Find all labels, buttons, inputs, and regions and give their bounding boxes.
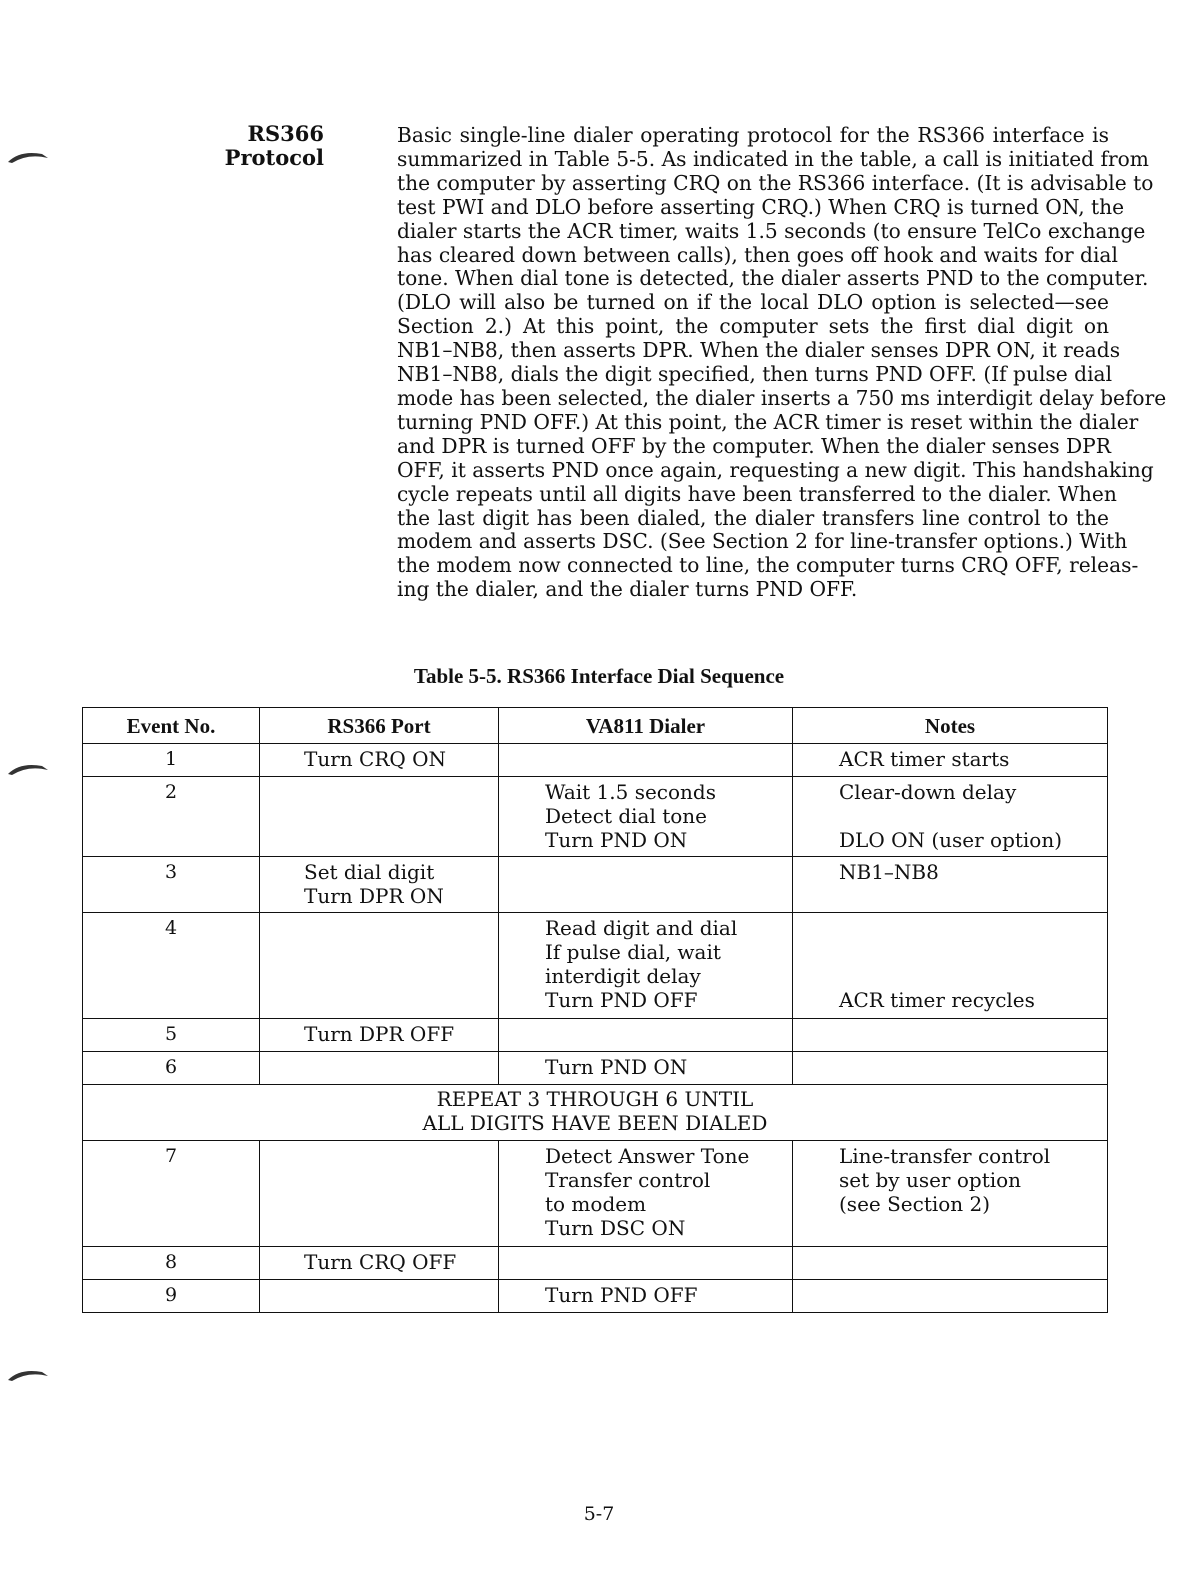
- body-text-line: Section 2.) At this point, the computer sets the first dial digit on: [397, 314, 1109, 339]
- body-text-line: the modem now connected to line, the computer turns CRQ OFF, releas-: [397, 553, 1139, 578]
- event-number: 9: [83, 1280, 260, 1313]
- dialer-cell-line: Turn PND ON: [545, 1055, 688, 1079]
- page-number: 5-7: [583, 1503, 615, 1525]
- dialer-cell: [499, 913, 793, 1019]
- section-body: [397, 123, 1167, 602]
- rs366-port-cell-line: Set dial digit: [304, 860, 435, 884]
- event-number: 6: [83, 1052, 260, 1085]
- binder-mark: [6, 150, 50, 164]
- dialer-cell-line: Turn PND ON: [545, 828, 688, 852]
- table-header-row: [83, 708, 1108, 744]
- body-text-line: the computer by asserting CRQ on the RS366 interface. (It is advisable to: [397, 170, 1154, 195]
- notes-cell: [793, 1280, 1108, 1313]
- body-text-line: cycle repeats until all digits have been transferred to the dialer. When: [397, 481, 1117, 506]
- notes-cell: [793, 1019, 1108, 1052]
- body-text-line: dialer starts the ACR timer, waits 1.5 seconds (to ensure TelCo exchange: [397, 218, 1146, 243]
- rs366-port-cell-line: Turn DPR ON: [304, 884, 444, 908]
- rs366-port-cell: [260, 857, 499, 913]
- header-va811-dialer: VA811 Dialer: [499, 708, 793, 744]
- dialer-cell: [499, 1247, 793, 1280]
- table-row: [83, 1141, 1108, 1247]
- body-text-line: NB1–NB8, then asserts DPR. When the dialer senses DPR ON, it reads: [397, 338, 1121, 363]
- event-number: 8: [83, 1247, 260, 1280]
- notes-cell: [793, 1141, 1108, 1247]
- repeat-note-line: REPEAT 3 THROUGH 6 UNTIL: [436, 1087, 754, 1111]
- notes-cell: [793, 777, 1108, 857]
- rs366-port-cell: [260, 744, 499, 777]
- notes-cell-line: [839, 964, 1107, 988]
- dialer-cell-line: Wait 1.5 seconds: [545, 780, 716, 804]
- section-heading-line: Protocol: [224, 145, 324, 170]
- rs366-port-cell: [260, 1052, 499, 1085]
- dialer-cell-line: interdigit delay: [545, 964, 701, 988]
- event-number: 1: [83, 744, 260, 777]
- body-text-line: NB1–NB8, dials the digit specified, then turns PND OFF. (If pulse dial: [397, 362, 1113, 387]
- body-text-line: (DLO will also be turned on if the local DLO option is selected—see: [397, 290, 1109, 315]
- table-row: [83, 1247, 1108, 1280]
- dialer-cell-line: Turn PND OFF: [545, 1283, 698, 1307]
- notes-cell: [793, 857, 1108, 913]
- repeat-row: [83, 1085, 1108, 1141]
- dialer-cell: [499, 1052, 793, 1085]
- body-text-line: ing the dialer, and the dialer turns PND OFF.: [397, 577, 858, 602]
- rs366-port-cell: [260, 1280, 499, 1313]
- event-number: 5: [83, 1019, 260, 1052]
- table-caption: Table 5-5. RS366 Interface Dial Sequence: [413, 664, 785, 688]
- rs366-port-cell-line: Turn CRQ ON: [304, 747, 447, 771]
- notes-cell: [793, 1247, 1108, 1280]
- event-number: 7: [83, 1141, 260, 1247]
- rs366-port-cell: [260, 913, 499, 1019]
- body-text-line: Basic single-line dialer operating protocol for the RS366 interface is: [397, 123, 1109, 147]
- table-row: [83, 913, 1108, 1019]
- dialer-cell: [499, 777, 793, 857]
- header-notes: Notes: [793, 708, 1108, 744]
- table-row: [83, 1019, 1108, 1052]
- rs366-port-cell-line: Turn CRQ OFF: [304, 1250, 457, 1274]
- table-row: [83, 1280, 1108, 1313]
- binder-mark: [6, 1368, 50, 1382]
- body-text-line: summarized in Table 5-5. As indicated in the table, a call is initiated from: [397, 146, 1149, 171]
- table-row: [83, 744, 1108, 777]
- repeat-note: [83, 1085, 1108, 1141]
- dialer-cell-line: Detect dial tone: [545, 804, 708, 828]
- notes-cell: [793, 1052, 1108, 1085]
- rs366-port-cell: [260, 777, 499, 857]
- table-row: [83, 777, 1108, 857]
- dialer-cell-line: Turn PND OFF: [545, 988, 698, 1012]
- event-number: 3: [83, 857, 260, 913]
- section-heading: [200, 122, 324, 170]
- dialer-cell-line: Turn DSC ON: [545, 1216, 686, 1240]
- event-number: 4: [83, 913, 260, 1019]
- rs366-port-cell: [260, 1019, 499, 1052]
- dialer-cell-line: Read digit and dial: [545, 916, 738, 940]
- binder-mark: [6, 762, 50, 776]
- body-text-line: OFF, it asserts PND once again, requesting a new digit. This handshaking: [397, 457, 1154, 482]
- body-text-line: modem and asserts DSC. (See Section 2 for line-transfer options.) With: [397, 529, 1128, 554]
- body-text-line: and DPR is turned OFF by the computer. When the dialer senses DPR: [397, 433, 1111, 458]
- notes-cell-line: NB1–NB8: [839, 860, 939, 884]
- body-text-line: tone. When dial tone is detected, the dialer asserts PND to the computer.: [397, 266, 1149, 291]
- dialer-cell: [499, 857, 793, 913]
- dial-sequence-table: [82, 707, 1108, 1313]
- body-text-line: mode has been selected, the dialer inserts a 750 ms interdigit delay before: [397, 385, 1167, 410]
- rs366-port-cell: [260, 1141, 499, 1247]
- dialer-cell-line: to modem: [545, 1192, 647, 1216]
- body-text-line: test PWI and DLO before asserting CRQ.) When CRQ is turned ON, the: [397, 194, 1125, 219]
- notes-cell-line: ACR timer recycles: [839, 988, 1035, 1012]
- body-text-line: the last digit has been dialed, the dialer transfers line control to the: [397, 505, 1109, 530]
- table-row: [83, 1052, 1108, 1085]
- notes-cell-line: Clear-down delay: [839, 780, 1017, 804]
- body-text-line: turning PND OFF.) At this point, the ACR timer is reset within the dialer: [397, 409, 1139, 434]
- dialer-cell-line: If pulse dial, wait: [545, 940, 721, 964]
- notes-cell: [793, 744, 1108, 777]
- rs366-port-cell-line: Turn DPR OFF: [304, 1022, 455, 1046]
- section-heading-line: RS366: [247, 121, 324, 146]
- dialer-cell: [499, 744, 793, 777]
- dialer-cell: [499, 1141, 793, 1247]
- notes-cell-line: [839, 916, 1107, 940]
- dialer-cell: [499, 1280, 793, 1313]
- header-rs366-port: RS366 Port: [260, 708, 499, 744]
- event-number: 2: [83, 777, 260, 857]
- notes-cell-line: [839, 804, 1107, 828]
- header-event-no: Event No.: [83, 708, 260, 744]
- notes-cell-line: ACR timer starts: [839, 747, 1010, 771]
- notes-cell-line: [839, 940, 1107, 964]
- dialer-cell-line: Transfer control: [545, 1168, 711, 1192]
- notes-cell-line: Line-transfer control: [839, 1144, 1051, 1168]
- rs366-port-cell: [260, 1247, 499, 1280]
- notes-cell-line: set by user option: [839, 1168, 1022, 1192]
- dialer-cell: [499, 1019, 793, 1052]
- notes-cell: [793, 913, 1108, 1019]
- notes-cell-line: (see Section 2): [839, 1192, 991, 1216]
- dialer-cell-line: Detect Answer Tone: [545, 1144, 750, 1168]
- notes-cell-line: DLO ON (user option): [839, 828, 1063, 852]
- table-row: [83, 857, 1108, 913]
- repeat-note-line: ALL DIGITS HAVE BEEN DIALED: [422, 1111, 768, 1135]
- body-text-line: has cleared down between calls), then goes off hook and waits for dial: [397, 242, 1118, 267]
